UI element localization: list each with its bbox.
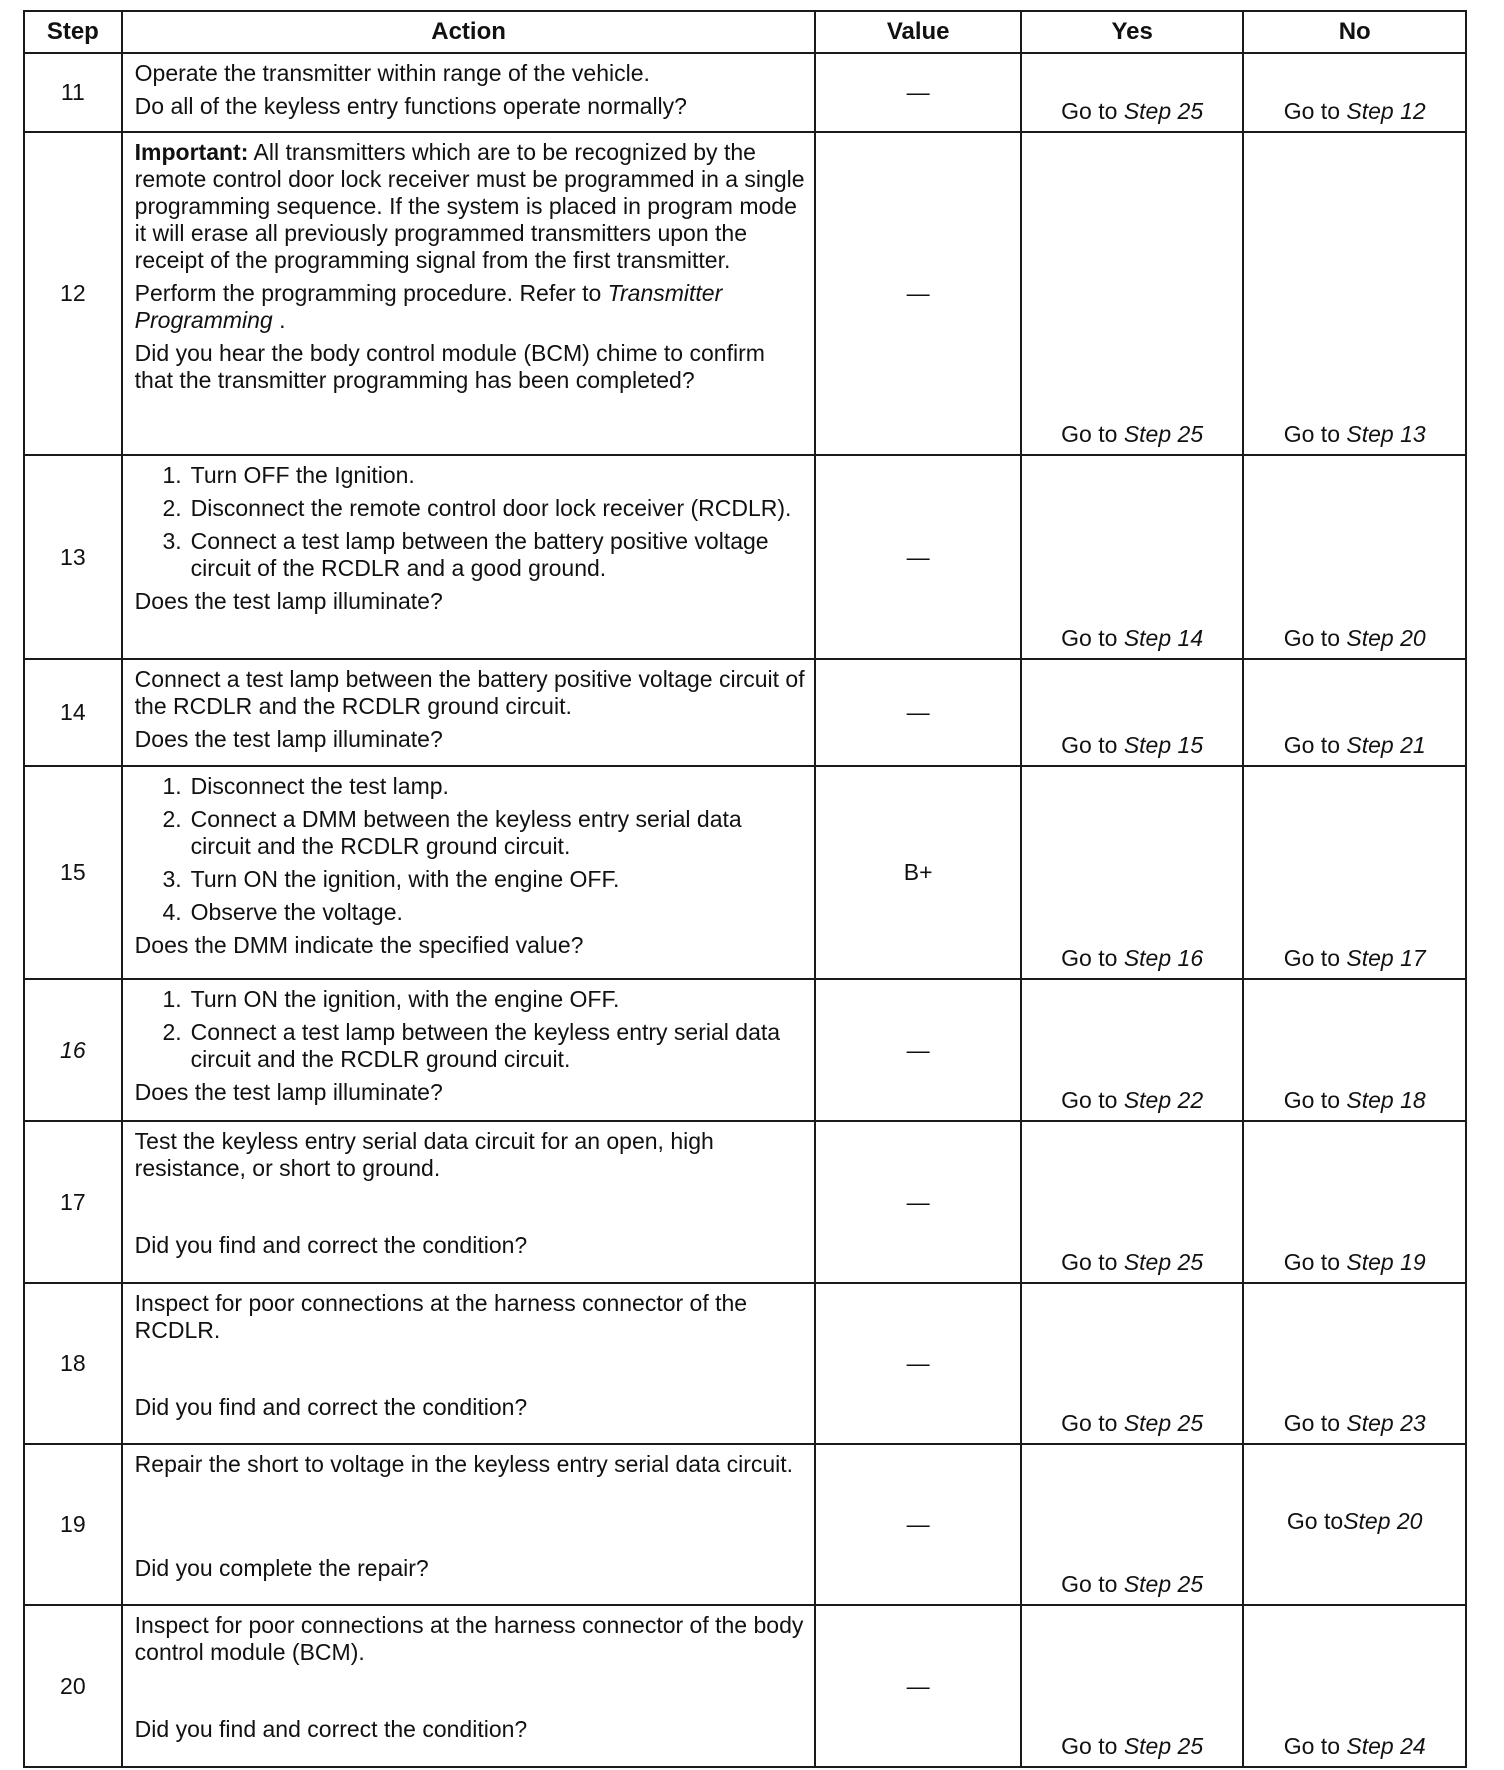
- table-row: [24, 1121, 1466, 1283]
- action-text: Inspect for poor connections at the harness connector of the body control module (BCM).: [134, 1612, 804, 1665]
- table-row: [24, 1605, 1466, 1767]
- goto-step-link[interactable]: Step 19: [1346, 1249, 1426, 1275]
- value-cell: —: [815, 132, 1020, 455]
- value-cell: —: [815, 1605, 1020, 1767]
- step-number: 11: [24, 53, 122, 132]
- header-value: Value: [815, 11, 1020, 53]
- action-cell: [122, 659, 816, 766]
- goto-prefix: Go to: [1283, 98, 1347, 124]
- refer-text: Perform the programming procedure. Refer to Transmitter Programming .: [134, 280, 723, 333]
- header-yes: Yes: [1021, 11, 1244, 53]
- list-item: 2. Connect a test lamp between the keyless entry serial data circuit and the RCDLR ground circuit.: [162, 1019, 781, 1072]
- goto-step-link[interactable]: Step 25: [1123, 1249, 1204, 1275]
- value-cell: —: [815, 1283, 1020, 1444]
- no-cell[interactable]: Go to Step 17: [1243, 766, 1466, 979]
- goto-step-link[interactable]: Step 25: [1123, 421, 1204, 447]
- yes-cell[interactable]: [1021, 53, 1244, 132]
- action-text: Repair the short to voltage in the keyless entry serial data circuit.: [134, 1451, 794, 1477]
- list-item: 1. Disconnect the test lamp.: [162, 773, 449, 799]
- action-question: Did you find and correct the condition?: [134, 1232, 528, 1258]
- step-number: 20: [24, 1605, 122, 1767]
- action-cell: [122, 1444, 816, 1605]
- goto-step-link[interactable]: Step 12: [1346, 98, 1426, 124]
- step-number: 17: [24, 1121, 122, 1283]
- table-row: [24, 1283, 1466, 1444]
- yes-cell[interactable]: Go to Step 15: [1021, 659, 1244, 766]
- table-row: [24, 979, 1466, 1121]
- action-question: Did you find and correct the condition?: [134, 1394, 528, 1420]
- table-row: [24, 132, 1466, 455]
- goto-step-link[interactable]: Step 23: [1346, 1410, 1426, 1436]
- goto-step-link[interactable]: Step 16: [1123, 945, 1204, 971]
- step-number: 14: [24, 659, 122, 766]
- goto-step-link[interactable]: Step 22: [1123, 1087, 1204, 1113]
- action-question: Does the DMM indicate the specified value?: [134, 932, 584, 958]
- yes-cell[interactable]: Go to Step 25: [1021, 1605, 1244, 1767]
- action-question: Did you hear the body control module (BCM) chime to confirm that the transmitter programming has been completed?: [134, 340, 765, 393]
- goto-prefix: Go to: [1061, 98, 1124, 124]
- value-cell: —: [815, 1444, 1020, 1605]
- diagnostic-table: [23, 10, 1467, 1768]
- table-row: [24, 766, 1466, 979]
- action-cell: [122, 1121, 816, 1283]
- value-cell: —: [815, 53, 1020, 132]
- goto-step-link[interactable]: Step 25: [1123, 1571, 1204, 1597]
- header-row: [24, 11, 1466, 53]
- transmitter-programming-link[interactable]: Transmitter Programming: [134, 280, 723, 333]
- action-question: Do all of the keyless entry functions operate normally?: [134, 93, 687, 119]
- table-row: [24, 659, 1466, 766]
- yes-cell[interactable]: Go to Step 22: [1021, 979, 1244, 1121]
- goto-step-link[interactable]: Step 21: [1346, 732, 1426, 758]
- action-cell: [122, 1605, 816, 1767]
- action-question: Did you complete the repair?: [134, 1555, 429, 1581]
- step-number: 15: [24, 766, 122, 979]
- action-text: Inspect for poor connections at the harness connector of the RCDLR.: [134, 1290, 748, 1343]
- important-label: Important:: [134, 139, 249, 165]
- yes-cell[interactable]: Go to Step 16: [1021, 766, 1244, 979]
- procedure-list: [135, 462, 807, 582]
- goto-step-link[interactable]: Step 13: [1346, 421, 1426, 447]
- no-cell[interactable]: Go to Step 19: [1243, 1121, 1466, 1283]
- goto-step-link[interactable]: Step 20: [1346, 625, 1426, 651]
- no-cell[interactable]: [1243, 53, 1466, 132]
- action-cell: [122, 1283, 816, 1444]
- list-item: 2. Connect a DMM between the keyless entry serial data circuit and the RCDLR ground circuit.: [162, 806, 742, 859]
- list-item: 4. Observe the voltage.: [162, 899, 403, 925]
- step-number: 18: [24, 1283, 122, 1444]
- yes-cell[interactable]: Go to Step 25: [1021, 1121, 1244, 1283]
- no-cell[interactable]: Go to Step 21: [1243, 659, 1466, 766]
- action-cell: [122, 132, 816, 455]
- action-cell: [122, 979, 816, 1121]
- important-note: [135, 139, 807, 274]
- no-cell[interactable]: Go to Step 18: [1243, 979, 1466, 1121]
- goto-step-link[interactable]: Step 15: [1123, 732, 1204, 758]
- yes-cell[interactable]: Go to Step 25: [1021, 1283, 1244, 1444]
- table-row: [24, 455, 1466, 659]
- list-item: 3. Turn ON the ignition, with the engine OFF.: [162, 866, 620, 892]
- step-number: 13: [24, 455, 122, 659]
- table-row: [24, 53, 1466, 132]
- action-question: Did you find and correct the condition?: [134, 1716, 528, 1742]
- yes-cell[interactable]: Go to Step 14: [1021, 455, 1244, 659]
- step-number: 12: [24, 132, 122, 455]
- value-cell: —: [815, 1121, 1020, 1283]
- goto-step-link[interactable]: Step 17: [1346, 945, 1426, 971]
- goto-step-link[interactable]: Step 25: [1123, 1733, 1204, 1759]
- value-cell: —: [815, 659, 1020, 766]
- step-number: 19: [24, 1444, 122, 1605]
- table-row: [24, 1444, 1466, 1605]
- no-cell[interactable]: Go to Step 23: [1243, 1283, 1466, 1444]
- important-text: All transmitters which are to be recognized by the remote control door lock receiver must be programmed in a single programming sequence. If the system is placed in program mode it will erase all previously programmed transmitters upon the receipt of the programming signal from the first transmitter.: [134, 139, 805, 273]
- action-text: Test the keyless entry serial data circuit for an open, high resistance, or short to ground.: [134, 1128, 714, 1181]
- value-cell: B+: [815, 766, 1020, 979]
- list-item: 1. Turn ON the ignition, with the engine OFF.: [162, 986, 620, 1012]
- no-cell[interactable]: Go toStep 20: [1243, 1444, 1466, 1605]
- procedure-list: [135, 773, 807, 926]
- header-step: Step: [24, 11, 122, 53]
- yes-cell[interactable]: Go to Step 25: [1021, 1444, 1244, 1605]
- value-cell: —: [815, 455, 1020, 659]
- action-text: Connect a test lamp between the battery positive voltage circuit of the RCDLR and the RCDLR ground circuit.: [134, 666, 805, 719]
- goto-step-link[interactable]: Step 20: [1343, 1508, 1423, 1534]
- action-cell: [122, 455, 816, 659]
- no-cell[interactable]: Go to Step 20: [1243, 455, 1466, 659]
- action-question: Does the test lamp illuminate?: [134, 726, 443, 752]
- action-question: Does the test lamp illuminate?: [134, 1079, 443, 1105]
- action-cell: [122, 766, 816, 979]
- goto-step-link[interactable]: Step 25: [1123, 98, 1204, 124]
- no-cell[interactable]: Go to Step 24: [1243, 1605, 1466, 1767]
- procedure-list: [135, 986, 807, 1073]
- step-number: 16: [24, 979, 122, 1121]
- header-no: No: [1243, 11, 1466, 53]
- action-text: Operate the transmitter within range of the vehicle.: [134, 60, 650, 86]
- yes-cell[interactable]: Go to Step 25: [1021, 132, 1244, 455]
- header-action: Action: [122, 11, 816, 53]
- goto-step-link[interactable]: Step 18: [1346, 1087, 1426, 1113]
- goto-step-link[interactable]: Step 24: [1346, 1733, 1426, 1759]
- action-cell: [122, 53, 816, 132]
- goto-step-link[interactable]: Step 25: [1123, 1410, 1204, 1436]
- list-item: 1. Turn OFF the Ignition.: [162, 462, 415, 488]
- list-item: 2. Disconnect the remote control door lock receiver (RCDLR).: [162, 495, 792, 521]
- no-cell[interactable]: Go to Step 13: [1243, 132, 1466, 455]
- list-item: 3. Connect a test lamp between the battery positive voltage circuit of the RCDLR and a good ground.: [162, 528, 769, 581]
- goto-step-link[interactable]: Step 14: [1123, 625, 1204, 651]
- action-question: Does the test lamp illuminate?: [134, 588, 443, 614]
- value-cell: —: [815, 979, 1020, 1121]
